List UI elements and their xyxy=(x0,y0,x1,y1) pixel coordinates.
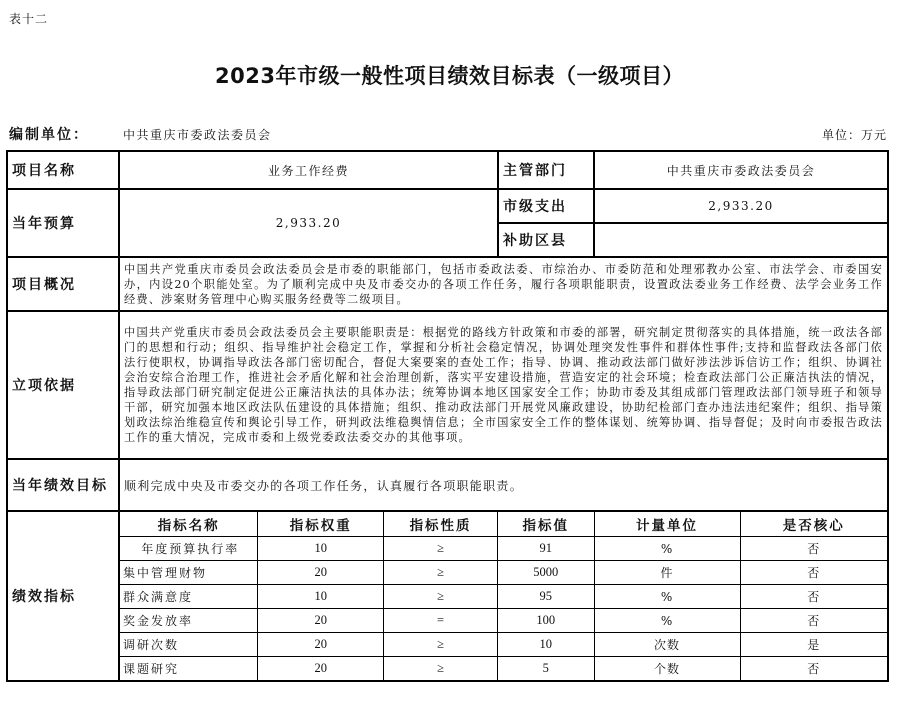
indicator-core: 否 xyxy=(740,609,887,633)
indicator-unit: 件 xyxy=(594,561,740,585)
indicator-core: 否 xyxy=(740,585,887,609)
indicator-value: 10 xyxy=(497,633,594,657)
department-value: 中共重庆市委政法委员会 xyxy=(594,151,888,189)
indicator-nature: ≥ xyxy=(384,633,498,657)
header-is-core: 是否核心 xyxy=(740,512,887,537)
indicator-weight: 10 xyxy=(258,537,384,561)
indicators-header-row xyxy=(120,512,887,537)
header-indicator-value: 指标值 xyxy=(497,512,594,537)
header-indicator-weight: 指标权重 xyxy=(258,512,384,537)
goal-text: 顺利完成中央及市委交办的各项工作任务，认真履行各项职能职责。 xyxy=(119,459,888,511)
goal-label: 当年绩效目标 xyxy=(7,459,119,511)
indicator-name: 集中管理财物 xyxy=(120,561,258,585)
indicator-name: 群众满意度 xyxy=(120,585,258,609)
indicator-value: 95 xyxy=(497,585,594,609)
indicator-unit: 次数 xyxy=(594,633,740,657)
budget-value: 2,933.20 xyxy=(119,189,498,257)
indicator-unit: 个数 xyxy=(594,657,740,681)
basis-text: 中国共产党重庆市委员会政法委员会主要职能职责是：根据党的路线方针政策和市委的部署，研究制定贯彻落实的具体措施，统一政法各部门的思想和行动；组织、指导维护社会稳定工作，掌握和分析社会稳定情况，协调处理突发性事件和群体性事件;支持和监督政法各部门依法行使职权，协调指导政法各部门密切配合，督促大案要案的查处工作；指导、协调、推动政法部门做好涉法涉诉信访工作；组织、协调社会治安综合治理工作，推进社会矛盾化解和社会治理创新，落实平安建设措施，营造安定的社会环境；检查政法部门公正廉洁执法的情况，指导政法部门研究制定促进公正廉洁执法的具体办法；统筹协调本地区国家安全工作；协助市委及其组成部门管理政法部门领导班子和领导干部，研究加强本地区政法队伍建设的具体措施；组织、推动政法部门开展党风廉政建设，协助纪检部门查办违法违纪案件；组织、指导策划政法综治维稳宣传和舆论引导工作，研判政法维稳舆情信息；全市国家安全工作的整体谋划、统筹协调、指导督促；及时向市委报告政法工作的重大情况，完成市委和上级党委政法委交办的其他事项。 xyxy=(119,311,888,459)
district-subsidy-label: 补助区县 xyxy=(498,223,594,257)
org-label: 编制单位： xyxy=(9,127,89,143)
budget-label: 当年预算 xyxy=(7,189,119,257)
indicator-row xyxy=(120,537,887,561)
city-spending-value: 2,933.20 xyxy=(594,189,888,223)
indicator-nature: ≥ xyxy=(384,657,498,681)
indicator-core: 否 xyxy=(740,657,887,681)
indicators-table xyxy=(120,512,887,680)
indicator-row xyxy=(120,561,887,585)
indicator-nature: ≥ xyxy=(384,561,498,585)
indicator-value: 91 xyxy=(497,537,594,561)
row-goal xyxy=(7,459,888,511)
overview-text: 中国共产党重庆市委员会政法委员会是市委的职能部门，包括市委政法委、市综治办、市委防范和处理邪教办公室、市法学会、市委国安办，内设20个职能处室。为了顺利完成中央及市委交办的各项工作任务，履行各项职能职责，设置政法委业务工作经费、法学会业务工作经费、涉案财务管理中心购买服务经费等二级项目。 xyxy=(119,257,888,311)
org-value: 中共重庆市委政法委员会 xyxy=(123,128,272,142)
unit-label: 单位：万元 xyxy=(821,128,887,142)
indicator-core: 是 xyxy=(740,633,887,657)
project-name-value: 业务工作经费 xyxy=(119,151,498,189)
indicator-nature: ≥ xyxy=(384,537,498,561)
indicator-weight: 10 xyxy=(258,585,384,609)
project-name-label: 项目名称 xyxy=(7,151,119,189)
city-spending-label: 市级支出 xyxy=(498,189,594,223)
header-indicator-name: 指标名称 xyxy=(120,512,258,537)
indicator-row xyxy=(120,585,887,609)
row-budget xyxy=(7,189,888,223)
indicator-name: 奖金发放率 xyxy=(120,609,258,633)
indicator-nature: ≥ xyxy=(384,585,498,609)
indicator-value: 100 xyxy=(497,609,594,633)
row-basis xyxy=(7,311,888,459)
indicator-core: 否 xyxy=(740,561,887,585)
department-label: 主管部门 xyxy=(498,151,594,189)
indicator-row xyxy=(120,633,887,657)
indicator-row xyxy=(120,657,887,681)
header-unit: 计量单位 xyxy=(594,512,740,537)
indicator-unit: % xyxy=(594,537,740,561)
performance-table xyxy=(6,150,889,682)
indicator-unit: % xyxy=(594,609,740,633)
indicator-value: 5000 xyxy=(497,561,594,585)
row-project-name xyxy=(7,151,888,189)
indicator-weight: 20 xyxy=(258,561,384,585)
overview-label: 项目概况 xyxy=(7,257,119,311)
indicator-core: 否 xyxy=(740,537,887,561)
district-subsidy-value xyxy=(594,223,888,257)
indicator-row xyxy=(120,609,887,633)
header-indicator-nature: 指标性质 xyxy=(384,512,498,537)
indicators-cell xyxy=(119,511,888,681)
sheet-label: 表十二 xyxy=(9,12,49,26)
indicator-name: 年度预算执行率 xyxy=(120,537,258,561)
row-overview xyxy=(7,257,888,311)
indicator-name: 课题研究 xyxy=(120,657,258,681)
indicator-weight: 20 xyxy=(258,633,384,657)
indicator-weight: 20 xyxy=(258,609,384,633)
row-indicators xyxy=(7,511,888,681)
indicator-unit: % xyxy=(594,585,740,609)
indicator-weight: 20 xyxy=(258,657,384,681)
page-title: 2023年市级一般性项目绩效目标表（一级项目） xyxy=(215,64,684,88)
indicator-nature: = xyxy=(384,609,498,633)
indicator-name: 调研次数 xyxy=(120,633,258,657)
indicators-label: 绩效指标 xyxy=(7,511,119,681)
org-row xyxy=(9,124,887,144)
basis-label: 立项依据 xyxy=(7,311,119,459)
indicator-value: 5 xyxy=(497,657,594,681)
